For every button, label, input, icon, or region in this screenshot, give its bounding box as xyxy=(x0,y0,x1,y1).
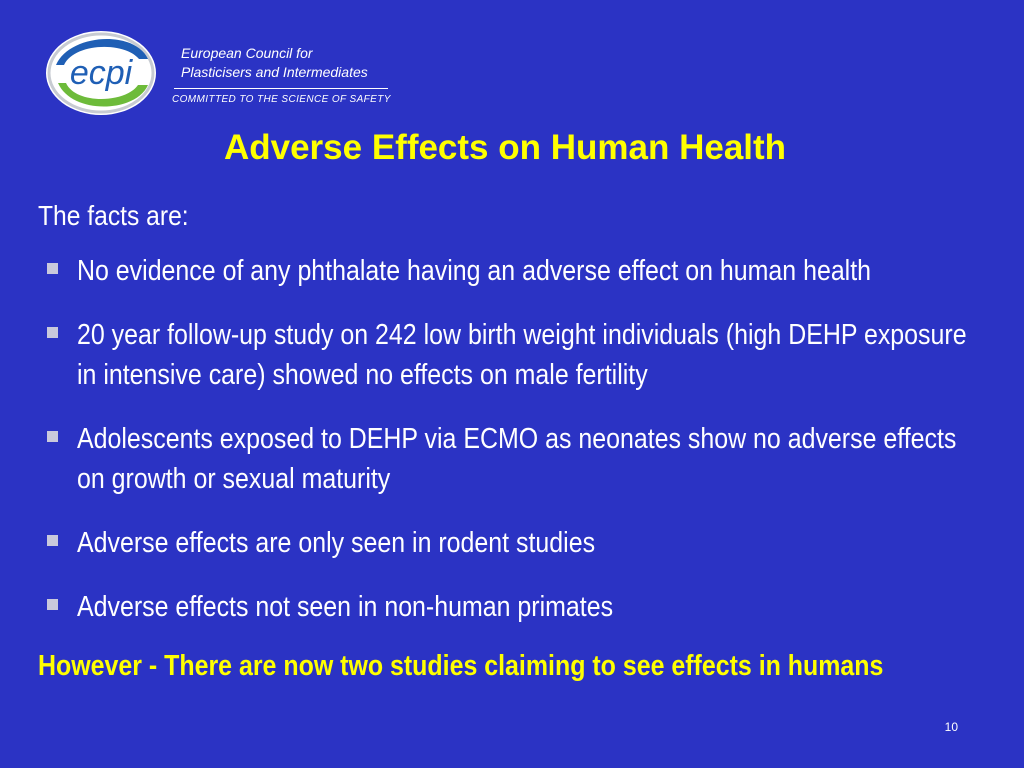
org-name xyxy=(172,44,391,82)
org-header xyxy=(172,44,391,105)
org-name-line2: Plasticisers and Intermediates xyxy=(181,64,368,80)
logo-text: ecpi xyxy=(69,54,133,92)
bullet-text: 20 year follow-up study on 242 low birth weight individuals (high DEHP exposure in intensive care) showed no effects on male fertility xyxy=(77,319,967,391)
bullet-item xyxy=(44,419,1024,499)
bullet-square-icon xyxy=(47,263,58,274)
org-name-line1: European Council for xyxy=(181,45,313,61)
bullet-text: No evidence of any phthalate having an adverse effect on human health xyxy=(77,255,872,287)
bullet-text: Adverse effects not seen in non-human primates xyxy=(77,591,614,623)
bullet-item xyxy=(44,587,1024,627)
bullet-square-icon xyxy=(47,327,58,338)
ecpi-logo xyxy=(44,29,158,117)
bullet-square-icon xyxy=(47,535,58,546)
closing-statement: However - There are now two studies claiming to see effects in humans xyxy=(38,650,884,682)
bullet-text: Adolescents exposed to DEHP via ECMO as neonates show no adverse effects on growth or sexual maturity xyxy=(77,423,957,495)
bullet-text: Adverse effects are only seen in rodent studies xyxy=(77,527,596,559)
bullet-square-icon xyxy=(47,431,58,442)
bullet-square-icon xyxy=(47,599,58,610)
bullet-item xyxy=(44,523,1024,563)
org-divider xyxy=(174,88,388,89)
bullet-item xyxy=(44,251,1024,291)
org-tagline: COMMITTED TO THE SCIENCE OF SAFETY xyxy=(172,94,391,105)
slide-title: Adverse Effects on Human Health xyxy=(223,128,787,167)
page-number: 10 xyxy=(944,720,958,734)
bullet-item xyxy=(44,315,1024,395)
intro-text: The facts are: xyxy=(38,200,189,231)
bullet-list xyxy=(44,251,1024,651)
